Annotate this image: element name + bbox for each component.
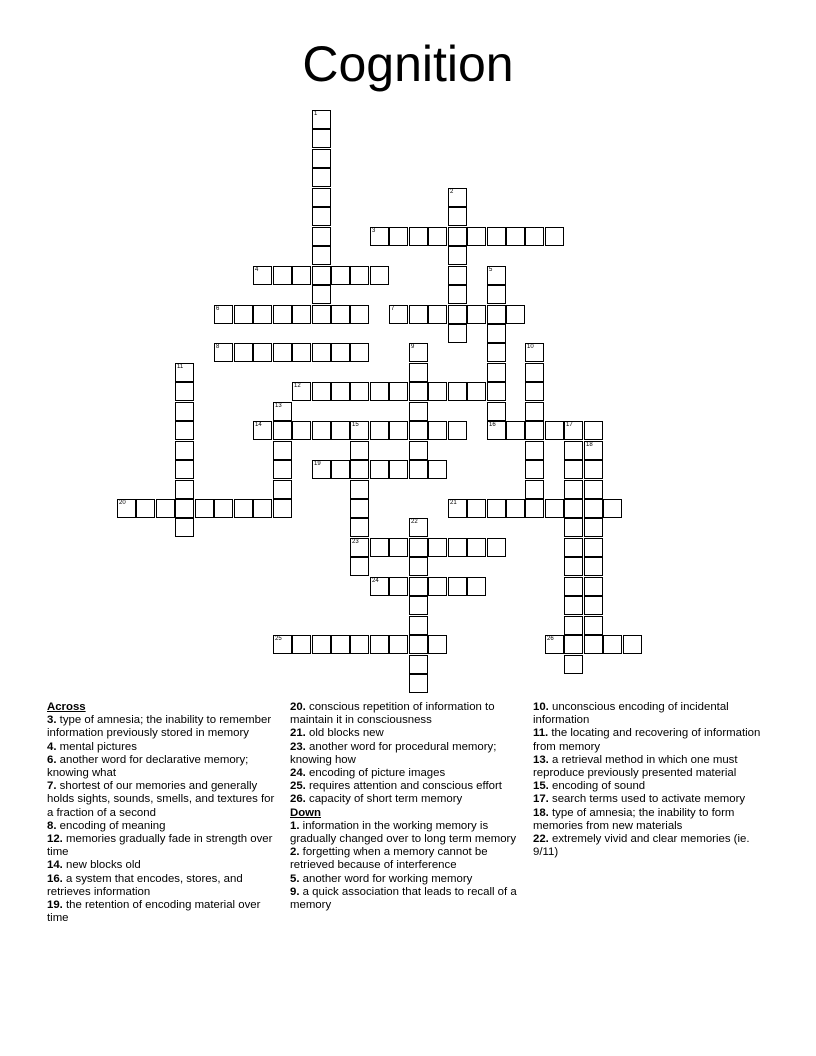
grid-cell[interactable] (467, 538, 486, 557)
grid-cell[interactable] (525, 363, 544, 382)
grid-cell[interactable] (214, 305, 233, 324)
grid-cell[interactable] (467, 382, 486, 401)
grid-cell[interactable] (448, 285, 467, 304)
grid-cell[interactable] (409, 655, 428, 674)
grid-cell[interactable] (428, 421, 447, 440)
grid-cell[interactable] (136, 499, 155, 518)
clue-number: 13 (275, 403, 282, 409)
clue-number: 6 (216, 306, 220, 312)
grid-cell[interactable] (273, 402, 292, 421)
grid-cell[interactable] (370, 227, 389, 246)
clue-number: 7 (391, 306, 395, 312)
grid-cell[interactable] (448, 382, 467, 401)
grid-cell[interactable] (195, 499, 214, 518)
grid-cell[interactable] (564, 538, 583, 557)
grid-cell[interactable] (506, 499, 525, 518)
grid-cell[interactable] (292, 635, 311, 654)
clue: 18. type of amnesia; the inability to form memories from new materials (533, 806, 735, 832)
grid-cell[interactable] (584, 499, 603, 518)
grid-cell[interactable] (312, 343, 331, 362)
grid-cell[interactable] (584, 538, 603, 557)
clue-number: 4 (255, 267, 259, 273)
grid-cell[interactable] (487, 538, 506, 557)
clue-number: 16 (489, 422, 496, 428)
clue: 6. another word for declarative memory; knowing what (47, 753, 249, 780)
grid-cell[interactable] (487, 363, 506, 382)
grid-cell[interactable] (273, 499, 292, 518)
grid-cell[interactable] (370, 421, 389, 440)
grid-cell[interactable] (175, 480, 194, 499)
grid-cell[interactable] (175, 402, 194, 421)
grid-cell[interactable] (448, 499, 467, 518)
grid-cell[interactable] (389, 460, 408, 479)
grid-cell[interactable] (350, 305, 369, 324)
grid-cell[interactable] (487, 285, 506, 304)
grid-cell[interactable] (292, 266, 311, 285)
grid-cell[interactable] (312, 129, 331, 148)
grid-cell[interactable] (409, 557, 428, 576)
clue-number: 11 (177, 364, 184, 370)
grid-cell[interactable] (273, 343, 292, 362)
clue-number: 24 (372, 578, 379, 584)
clue-number: 18 (586, 442, 593, 448)
grid-cell[interactable] (564, 499, 583, 518)
grid-cell[interactable] (409, 577, 428, 596)
grid-cell[interactable] (350, 343, 369, 362)
clue-number: 23 (352, 539, 359, 545)
clue: 11. the locating and recovering of information from memory (533, 727, 761, 753)
clue: 13. a retrieval method in which one must reproduce previously presented material (533, 753, 738, 780)
clue-number: 15 (352, 422, 359, 428)
grid-cell[interactable] (409, 402, 428, 421)
clue: 1. information in the working memory is gradually changed over to long term memory (290, 819, 517, 846)
grid-cell[interactable] (253, 499, 272, 518)
grid-cell[interactable] (584, 518, 603, 537)
grid-cell[interactable] (273, 421, 292, 440)
grid-cell[interactable] (506, 305, 525, 324)
clue: 8. encoding of meaning (47, 819, 166, 832)
grid-cell[interactable] (525, 441, 544, 460)
grid-cell[interactable] (253, 305, 272, 324)
down-heading: Down (290, 806, 322, 819)
grid-cell[interactable] (117, 499, 136, 518)
clue-number: 19 (314, 461, 321, 467)
grid-cell[interactable] (584, 421, 603, 440)
grid-cell[interactable] (409, 596, 428, 615)
clue-column-2 (290, 701, 525, 912)
grid-cell[interactable] (564, 460, 583, 479)
grid-cell[interactable] (487, 402, 506, 421)
grid-cell[interactable] (584, 441, 603, 460)
grid-cell[interactable] (389, 382, 408, 401)
grid-cell[interactable] (564, 577, 583, 596)
clue: 12. memories gradually fade in strength over time (47, 833, 273, 859)
grid-cell[interactable] (564, 635, 583, 654)
grid-cell[interactable] (273, 266, 292, 285)
grid-cell[interactable] (214, 499, 233, 518)
clue: 17. search terms used to activate memory (533, 793, 746, 806)
grid-cell[interactable] (350, 635, 369, 654)
grid-cell[interactable] (253, 421, 272, 440)
grid-cell[interactable] (409, 616, 428, 635)
grid-cell[interactable] (292, 421, 311, 440)
page-title: Cognition (302, 36, 514, 92)
clue-number: 26 (547, 636, 554, 642)
grid-cell[interactable] (370, 635, 389, 654)
grid-cell[interactable] (350, 499, 369, 518)
grid-cell[interactable] (175, 518, 194, 537)
grid-cell[interactable] (525, 343, 544, 362)
grid-cell[interactable] (603, 499, 622, 518)
grid-cell[interactable] (234, 305, 253, 324)
grid-cell[interactable] (487, 382, 506, 401)
clue: 22. extremely vivid and clear memories (ie. 9/11) (533, 833, 750, 859)
grid-cell[interactable] (292, 305, 311, 324)
grid-cell[interactable] (234, 343, 253, 362)
grid-cell[interactable] (253, 266, 272, 285)
grid-cell[interactable] (584, 596, 603, 615)
grid-cell[interactable] (525, 382, 544, 401)
clue-column-1 (47, 701, 282, 925)
grid-cell[interactable] (175, 363, 194, 382)
grid-cell[interactable] (350, 480, 369, 499)
grid-cell[interactable] (312, 207, 331, 226)
grid-cell[interactable] (350, 266, 369, 285)
grid-cell[interactable] (331, 460, 350, 479)
grid-cell[interactable] (448, 305, 467, 324)
grid-cell[interactable] (312, 246, 331, 265)
clue: 16. a system that encodes, stores, and retrieves information (47, 872, 243, 898)
grid-cell[interactable] (389, 227, 408, 246)
grid-cell[interactable] (292, 343, 311, 362)
grid-cell[interactable] (409, 343, 428, 362)
grid-cell[interactable] (564, 421, 583, 440)
grid-cell[interactable] (467, 227, 486, 246)
grid-cell[interactable] (467, 499, 486, 518)
grid-cell[interactable] (312, 188, 331, 207)
grid-cell[interactable] (175, 382, 194, 401)
grid-cell[interactable] (175, 499, 194, 518)
grid-cell[interactable] (312, 110, 331, 129)
clue-number: 10 (527, 344, 534, 350)
grid-cell[interactable] (487, 305, 506, 324)
grid-cell[interactable] (487, 227, 506, 246)
grid-cell[interactable] (214, 343, 233, 362)
grid-cell[interactable] (273, 441, 292, 460)
clue-number: 20 (119, 500, 126, 506)
grid-cell[interactable] (370, 538, 389, 557)
grid-cell[interactable] (389, 421, 408, 440)
grid-cell[interactable] (273, 480, 292, 499)
grid-cell[interactable] (584, 557, 603, 576)
grid-cell[interactable] (545, 227, 564, 246)
grid-cell[interactable] (253, 343, 272, 362)
grid-cell[interactable] (156, 499, 175, 518)
grid-cell[interactable] (428, 577, 447, 596)
grid-cell[interactable] (467, 577, 486, 596)
clue: 9. a quick association that leads to recall of a memory (290, 885, 517, 912)
grid-cell[interactable] (487, 266, 506, 285)
grid-cell[interactable] (331, 635, 350, 654)
across-heading: Across (47, 701, 86, 713)
grid-cell[interactable] (312, 168, 331, 187)
grid-cell[interactable] (409, 421, 428, 440)
clue-number: 5 (489, 267, 493, 273)
grid-cell[interactable] (584, 635, 603, 654)
clue-number: 2 (450, 189, 454, 195)
clue: 3. type of amnesia; the inability to remember information previously stored in memory (47, 714, 272, 740)
grid-cell[interactable] (312, 421, 331, 440)
grid-cell[interactable] (409, 635, 428, 654)
grid-cell[interactable] (448, 324, 467, 343)
grid-cell[interactable] (467, 305, 486, 324)
grid-cell[interactable] (273, 635, 292, 654)
grid-cell[interactable] (312, 266, 331, 285)
grid-cell[interactable] (312, 305, 331, 324)
clue: 10. unconscious encoding of incidental information (533, 701, 729, 727)
grid-cell[interactable] (331, 266, 350, 285)
grid-cell[interactable] (175, 460, 194, 479)
grid-cell[interactable] (292, 382, 311, 401)
grid-cell[interactable] (312, 149, 331, 168)
grid-cell[interactable] (409, 363, 428, 382)
grid-cell[interactable] (273, 305, 292, 324)
grid-cell[interactable] (525, 480, 544, 499)
grid-cell[interactable] (564, 616, 583, 635)
grid-cell[interactable] (525, 460, 544, 479)
grid-cell[interactable] (350, 460, 369, 479)
grid-cell[interactable] (487, 421, 506, 440)
grid-cell[interactable] (370, 266, 389, 285)
clue-number: 17 (566, 422, 573, 428)
grid-cell[interactable] (487, 343, 506, 362)
grid-cell[interactable] (389, 305, 408, 324)
clue: 5. another word for working memory (290, 872, 473, 885)
clue: 14. new blocks old (47, 859, 141, 872)
grid-cell[interactable] (389, 538, 408, 557)
grid-cell[interactable] (564, 596, 583, 615)
clue-number: 12 (294, 383, 301, 389)
grid-cell[interactable] (312, 382, 331, 401)
grid-cell[interactable] (428, 227, 447, 246)
grid-cell[interactable] (487, 324, 506, 343)
grid-cell[interactable] (409, 518, 428, 537)
grid-cell[interactable] (545, 499, 564, 518)
clue-number: 25 (275, 636, 282, 642)
grid-cell[interactable] (409, 460, 428, 479)
clue-number: 3 (372, 228, 376, 234)
grid-cell[interactable] (370, 460, 389, 479)
grid-cell[interactable] (564, 655, 583, 674)
grid-cell[interactable] (331, 382, 350, 401)
clue: 19. the retention of encoding material over time (47, 899, 261, 925)
clue-number: 14 (255, 422, 262, 428)
grid-cell[interactable] (428, 305, 447, 324)
grid-cell[interactable] (428, 538, 447, 557)
grid-cell[interactable] (603, 635, 622, 654)
grid-cell[interactable] (564, 557, 583, 576)
grid-cell[interactable] (312, 227, 331, 246)
grid-cell[interactable] (370, 382, 389, 401)
clue: 24. encoding of picture images (290, 767, 446, 780)
grid-cell[interactable] (448, 577, 467, 596)
grid-cell[interactable] (350, 557, 369, 576)
clue: 26. capacity of short term memory (290, 793, 463, 806)
grid-cell[interactable] (350, 421, 369, 440)
grid-cell[interactable] (370, 577, 389, 596)
clue-number: 9 (411, 344, 415, 350)
grid-cell[interactable] (389, 635, 408, 654)
grid-cell[interactable] (350, 518, 369, 537)
grid-cell[interactable] (448, 266, 467, 285)
clue: 25. requires attention and conscious effort (290, 780, 502, 793)
grid-cell[interactable] (525, 499, 544, 518)
clue: 7. shortest of our memories and generally holds sights, sounds, smells, and textures for a fraction of a second (47, 780, 275, 819)
grid-cell[interactable] (525, 227, 544, 246)
clue-number: 22 (411, 519, 418, 525)
grid-cell[interactable] (545, 635, 564, 654)
grid-cell[interactable] (175, 441, 194, 460)
grid-cell[interactable] (448, 538, 467, 557)
grid-cell[interactable] (331, 421, 350, 440)
clue-number: 8 (216, 344, 220, 350)
grid-cell[interactable] (487, 499, 506, 518)
clue: 21. old blocks new (290, 727, 384, 740)
clue-column-3 (533, 701, 768, 859)
grid-cell[interactable] (448, 207, 467, 226)
grid-cell[interactable] (584, 577, 603, 596)
grid-cell[interactable] (350, 441, 369, 460)
grid-cell[interactable] (448, 246, 467, 265)
grid-cell[interactable] (564, 441, 583, 460)
grid-cell[interactable] (350, 538, 369, 557)
grid-cell[interactable] (448, 421, 467, 440)
grid-cell[interactable] (545, 421, 564, 440)
grid-cell[interactable] (273, 460, 292, 479)
grid-cell[interactable] (409, 674, 428, 693)
grid-cell[interactable] (175, 421, 194, 440)
grid-cell[interactable] (564, 518, 583, 537)
grid-cell[interactable] (331, 343, 350, 362)
grid-cell[interactable] (525, 402, 544, 421)
grid-cell[interactable] (389, 577, 408, 596)
grid-cell[interactable] (506, 227, 525, 246)
grid-cell[interactable] (448, 227, 467, 246)
clue: 15. encoding of sound (533, 780, 646, 793)
grid-cell[interactable] (525, 421, 544, 440)
grid-cell[interactable] (234, 499, 253, 518)
grid-cell[interactable] (448, 188, 467, 207)
grid-cell[interactable] (584, 480, 603, 499)
clue: 20. conscious repetition of information to maintain it in consciousness (290, 701, 495, 727)
grid-cell[interactable] (564, 480, 583, 499)
grid-cell[interactable] (350, 382, 369, 401)
grid-cell[interactable] (409, 227, 428, 246)
clue: 4. mental pictures (47, 740, 137, 753)
grid-cell[interactable] (331, 305, 350, 324)
grid-cell[interactable] (428, 635, 447, 654)
clue: 2. forgetting when a memory cannot be retrieved because of interference (290, 846, 488, 872)
grid-cell[interactable] (584, 616, 603, 635)
grid-cell[interactable] (623, 635, 642, 654)
grid-cell[interactable] (409, 538, 428, 557)
grid-cell[interactable] (584, 460, 603, 479)
grid-cell[interactable] (312, 635, 331, 654)
clue: 23. another word for procedural memory; knowing how (290, 740, 497, 766)
grid-cell[interactable] (312, 285, 331, 304)
grid-cell[interactable] (409, 382, 428, 401)
grid-cell[interactable] (409, 441, 428, 460)
clue-number: 21 (450, 500, 457, 506)
grid-cell[interactable] (506, 421, 525, 440)
grid-cell[interactable] (409, 305, 428, 324)
clue-number: 1 (314, 111, 318, 117)
grid-cell[interactable] (428, 382, 447, 401)
grid-cell[interactable] (312, 460, 331, 479)
grid-cell[interactable] (428, 460, 447, 479)
